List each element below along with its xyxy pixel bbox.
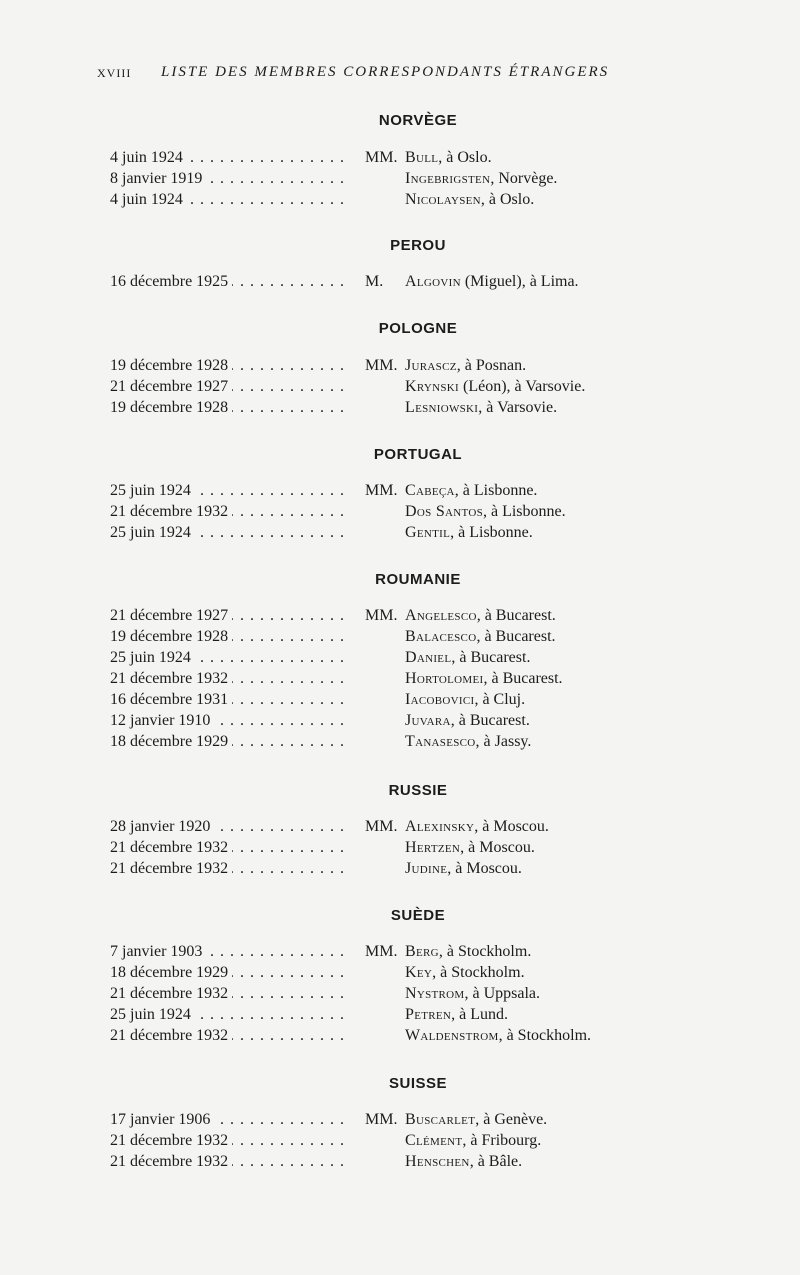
honorific: M. <box>365 273 384 290</box>
election-date <box>110 482 350 500</box>
member-surname: Krynski <box>405 378 459 395</box>
member-location: (Miguel), à Lima. <box>460 273 579 290</box>
member-surname: Cabeça <box>405 482 455 499</box>
member-name <box>405 649 530 667</box>
honorific: MM. <box>365 149 398 166</box>
election-date <box>110 712 350 730</box>
member-name <box>405 170 557 188</box>
member-surname: Tanasesco <box>405 733 476 750</box>
election-date <box>110 649 350 667</box>
member-row <box>0 1153 800 1174</box>
member-surname: Henschen <box>405 1153 470 1170</box>
member-name <box>405 524 533 542</box>
election-date <box>110 1153 350 1171</box>
member-name <box>405 1111 547 1129</box>
member-name <box>405 1006 508 1024</box>
election-date-text: 21 décembre 1927 <box>110 607 232 624</box>
election-date-text: 12 janvier 1910 <box>110 712 214 729</box>
election-date-text: 4 juin 1924 <box>110 149 187 166</box>
member-surname: Bull <box>405 149 439 166</box>
member-name <box>405 357 526 375</box>
member-location: , à Genève. <box>475 1111 548 1128</box>
member-name <box>405 1027 591 1045</box>
member-name <box>405 943 531 961</box>
member-name <box>405 839 535 857</box>
member-name <box>405 482 537 500</box>
member-location: , à Uppsala. <box>464 985 541 1002</box>
election-date-text: 25 juin 1924 <box>110 1006 195 1023</box>
member-row <box>0 1027 800 1048</box>
country-heading: PEROU <box>390 237 446 254</box>
election-date <box>110 149 350 167</box>
member-name <box>405 149 492 167</box>
member-row <box>0 712 800 733</box>
member-location: , à Lisbonne. <box>454 482 538 499</box>
election-date <box>110 1006 350 1024</box>
member-location: , à Lisbonne. <box>482 503 566 520</box>
election-date <box>110 1027 350 1045</box>
member-surname: Berg <box>405 943 439 960</box>
election-date-text: 17 janvier 1906 <box>110 1111 214 1128</box>
country-heading: NORVÈGE <box>378 112 458 129</box>
election-date-text: 21 décembre 1927 <box>110 378 232 395</box>
country-heading: POLOGNE <box>378 320 458 337</box>
member-location: , à Stockholm. <box>432 964 525 981</box>
member-row <box>0 649 800 670</box>
member-location: , à Lund. <box>451 1006 509 1023</box>
member-row <box>0 503 800 524</box>
member-name <box>405 691 525 709</box>
member-location: , à Moscou. <box>474 818 549 835</box>
member-name <box>405 860 522 878</box>
page-folio: XVIII <box>97 66 132 80</box>
election-date <box>110 839 350 857</box>
election-date <box>110 943 350 961</box>
member-row <box>0 357 800 378</box>
member-surname: Iacobovici <box>405 691 475 708</box>
honorific: MM. <box>365 943 398 960</box>
election-date <box>110 357 350 375</box>
member-location: (Léon), à Varsovie. <box>459 378 586 395</box>
country-heading: RUSSIE <box>388 782 448 799</box>
member-location: , à Jassy. <box>475 733 532 750</box>
member-location: , à Bucarest. <box>476 607 556 624</box>
member-row <box>0 964 800 985</box>
election-date-text: 19 décembre 1928 <box>110 628 232 645</box>
member-location: , à Posnan. <box>456 357 527 374</box>
member-name <box>405 733 531 751</box>
member-name <box>405 712 530 730</box>
election-date-text: 18 décembre 1929 <box>110 733 232 750</box>
member-location: , à Stockholm. <box>498 1027 592 1044</box>
member-location: , à Moscou. <box>460 839 535 856</box>
member-surname: Waldenstrom <box>405 1027 499 1044</box>
election-date-text: 21 décembre 1932 <box>110 860 232 877</box>
member-name <box>405 985 540 1003</box>
member-location: , à Lisbonne. <box>450 524 533 541</box>
member-location: , à Varsovie. <box>478 399 558 416</box>
election-date-text: 21 décembre 1932 <box>110 985 232 1002</box>
member-row <box>0 378 800 399</box>
election-date-text: 25 juin 1924 <box>110 524 195 541</box>
election-date <box>110 273 350 291</box>
election-date <box>110 964 350 982</box>
election-date <box>110 985 350 1003</box>
election-date-text: 28 janvier 1920 <box>110 818 214 835</box>
election-date-text: 19 décembre 1928 <box>110 357 232 374</box>
election-date-text: 16 décembre 1931 <box>110 691 232 708</box>
country-heading: SUÈDE <box>390 907 446 924</box>
election-date <box>110 733 350 751</box>
member-row <box>0 1111 800 1132</box>
country-heading: PORTUGAL <box>373 446 463 463</box>
member-row <box>0 524 800 545</box>
member-row <box>0 1132 800 1153</box>
election-date-text: 7 janvier 1903 <box>110 943 206 960</box>
member-row <box>0 191 800 212</box>
member-name <box>405 399 557 417</box>
member-name <box>405 628 556 646</box>
member-row <box>0 985 800 1006</box>
election-date-text: 19 décembre 1928 <box>110 399 232 416</box>
election-date <box>110 1111 350 1129</box>
member-surname: Key <box>405 964 433 981</box>
country-heading: SUISSE <box>388 1075 448 1092</box>
election-date <box>110 503 350 521</box>
member-surname: Juvara <box>405 712 451 729</box>
member-location: , à Stockholm. <box>438 943 532 960</box>
member-row <box>0 607 800 628</box>
page-header-title: LISTE DES MEMBRES CORRESPONDANTS ÉTRANGERS <box>161 64 610 80</box>
member-row <box>0 818 800 839</box>
member-location: , à Oslo. <box>438 149 492 166</box>
election-date-text: 16 décembre 1925 <box>110 273 232 290</box>
member-row <box>0 628 800 649</box>
member-location: , à Moscou. <box>447 860 522 877</box>
election-date-text: 21 décembre 1932 <box>110 1153 232 1170</box>
member-row <box>0 170 800 191</box>
member-row <box>0 839 800 860</box>
running-head <box>97 64 697 84</box>
election-date <box>110 399 350 417</box>
member-location: , à Oslo. <box>480 191 535 208</box>
member-name <box>405 670 563 688</box>
member-surname: Jurascz <box>405 357 457 374</box>
election-date-text: 21 décembre 1932 <box>110 1132 232 1149</box>
honorific: MM. <box>365 482 398 499</box>
member-name <box>405 964 525 982</box>
member-surname: Angelesco <box>405 607 477 624</box>
member-name <box>405 378 585 396</box>
member-row <box>0 691 800 712</box>
election-date <box>110 170 350 188</box>
election-date-text: 8 janvier 1919 <box>110 170 206 187</box>
election-date <box>110 691 350 709</box>
member-surname: Balacesco <box>405 628 477 645</box>
member-name <box>405 1153 522 1171</box>
country-heading: ROUMANIE <box>375 571 461 588</box>
member-surname: Alexinsky <box>405 818 475 835</box>
member-surname: Hertzen <box>405 839 461 856</box>
member-surname: Nystrom <box>405 985 465 1002</box>
member-row <box>0 670 800 691</box>
election-date-text: 21 décembre 1932 <box>110 503 232 520</box>
member-surname: Lesniowski <box>405 399 479 416</box>
election-date-text: 18 décembre 1929 <box>110 964 232 981</box>
member-location: , à Bucarest. <box>451 649 531 666</box>
member-surname: Algovin <box>405 273 461 290</box>
member-location: , à Bucarest. <box>450 712 530 729</box>
member-location: , Norvège. <box>490 170 558 187</box>
member-row <box>0 1006 800 1027</box>
election-date <box>110 191 350 209</box>
member-surname: Gentil <box>405 524 451 541</box>
member-location: , à Cluj. <box>474 691 526 708</box>
member-name <box>405 191 534 209</box>
member-row <box>0 482 800 503</box>
member-name <box>405 607 556 625</box>
election-date-text: 25 juin 1924 <box>110 482 195 499</box>
election-date-text: 21 décembre 1932 <box>110 670 232 687</box>
member-surname: Dos Santos <box>405 503 483 520</box>
election-date-text: 4 juin 1924 <box>110 191 187 208</box>
election-date-text: 25 juin 1924 <box>110 649 195 666</box>
member-row <box>0 943 800 964</box>
member-surname: Clément <box>405 1132 463 1149</box>
member-name <box>405 503 566 521</box>
member-location: , à Fribourg. <box>462 1132 542 1149</box>
member-row <box>0 273 800 294</box>
member-location: , à Bâle. <box>469 1153 523 1170</box>
election-date <box>110 378 350 396</box>
member-row <box>0 860 800 881</box>
member-location: , à Bucarest. <box>476 628 556 645</box>
election-date <box>110 524 350 542</box>
member-surname: Nicolaysen <box>405 191 481 208</box>
honorific: MM. <box>365 818 398 835</box>
member-surname: Hortolomei <box>405 670 484 687</box>
election-date-text: 21 décembre 1932 <box>110 839 232 856</box>
honorific: MM. <box>365 357 398 374</box>
member-surname: Ingebrigsten <box>405 170 491 187</box>
election-date <box>110 607 350 625</box>
member-row <box>0 399 800 420</box>
election-date <box>110 1132 350 1150</box>
honorific: MM. <box>365 607 398 624</box>
member-surname: Petren <box>405 1006 452 1023</box>
member-surname: Judine <box>405 860 448 877</box>
member-surname: Daniel <box>405 649 452 666</box>
election-date <box>110 818 350 836</box>
member-name <box>405 818 549 836</box>
member-surname: Buscarlet <box>405 1111 476 1128</box>
election-date <box>110 670 350 688</box>
election-date <box>110 860 350 878</box>
election-date <box>110 628 350 646</box>
election-date-text: 21 décembre 1932 <box>110 1027 232 1044</box>
member-name <box>405 1132 541 1150</box>
member-row <box>0 733 800 754</box>
member-row <box>0 149 800 170</box>
honorific: MM. <box>365 1111 398 1128</box>
member-location: , à Bucarest. <box>483 670 563 687</box>
member-name <box>405 273 579 291</box>
